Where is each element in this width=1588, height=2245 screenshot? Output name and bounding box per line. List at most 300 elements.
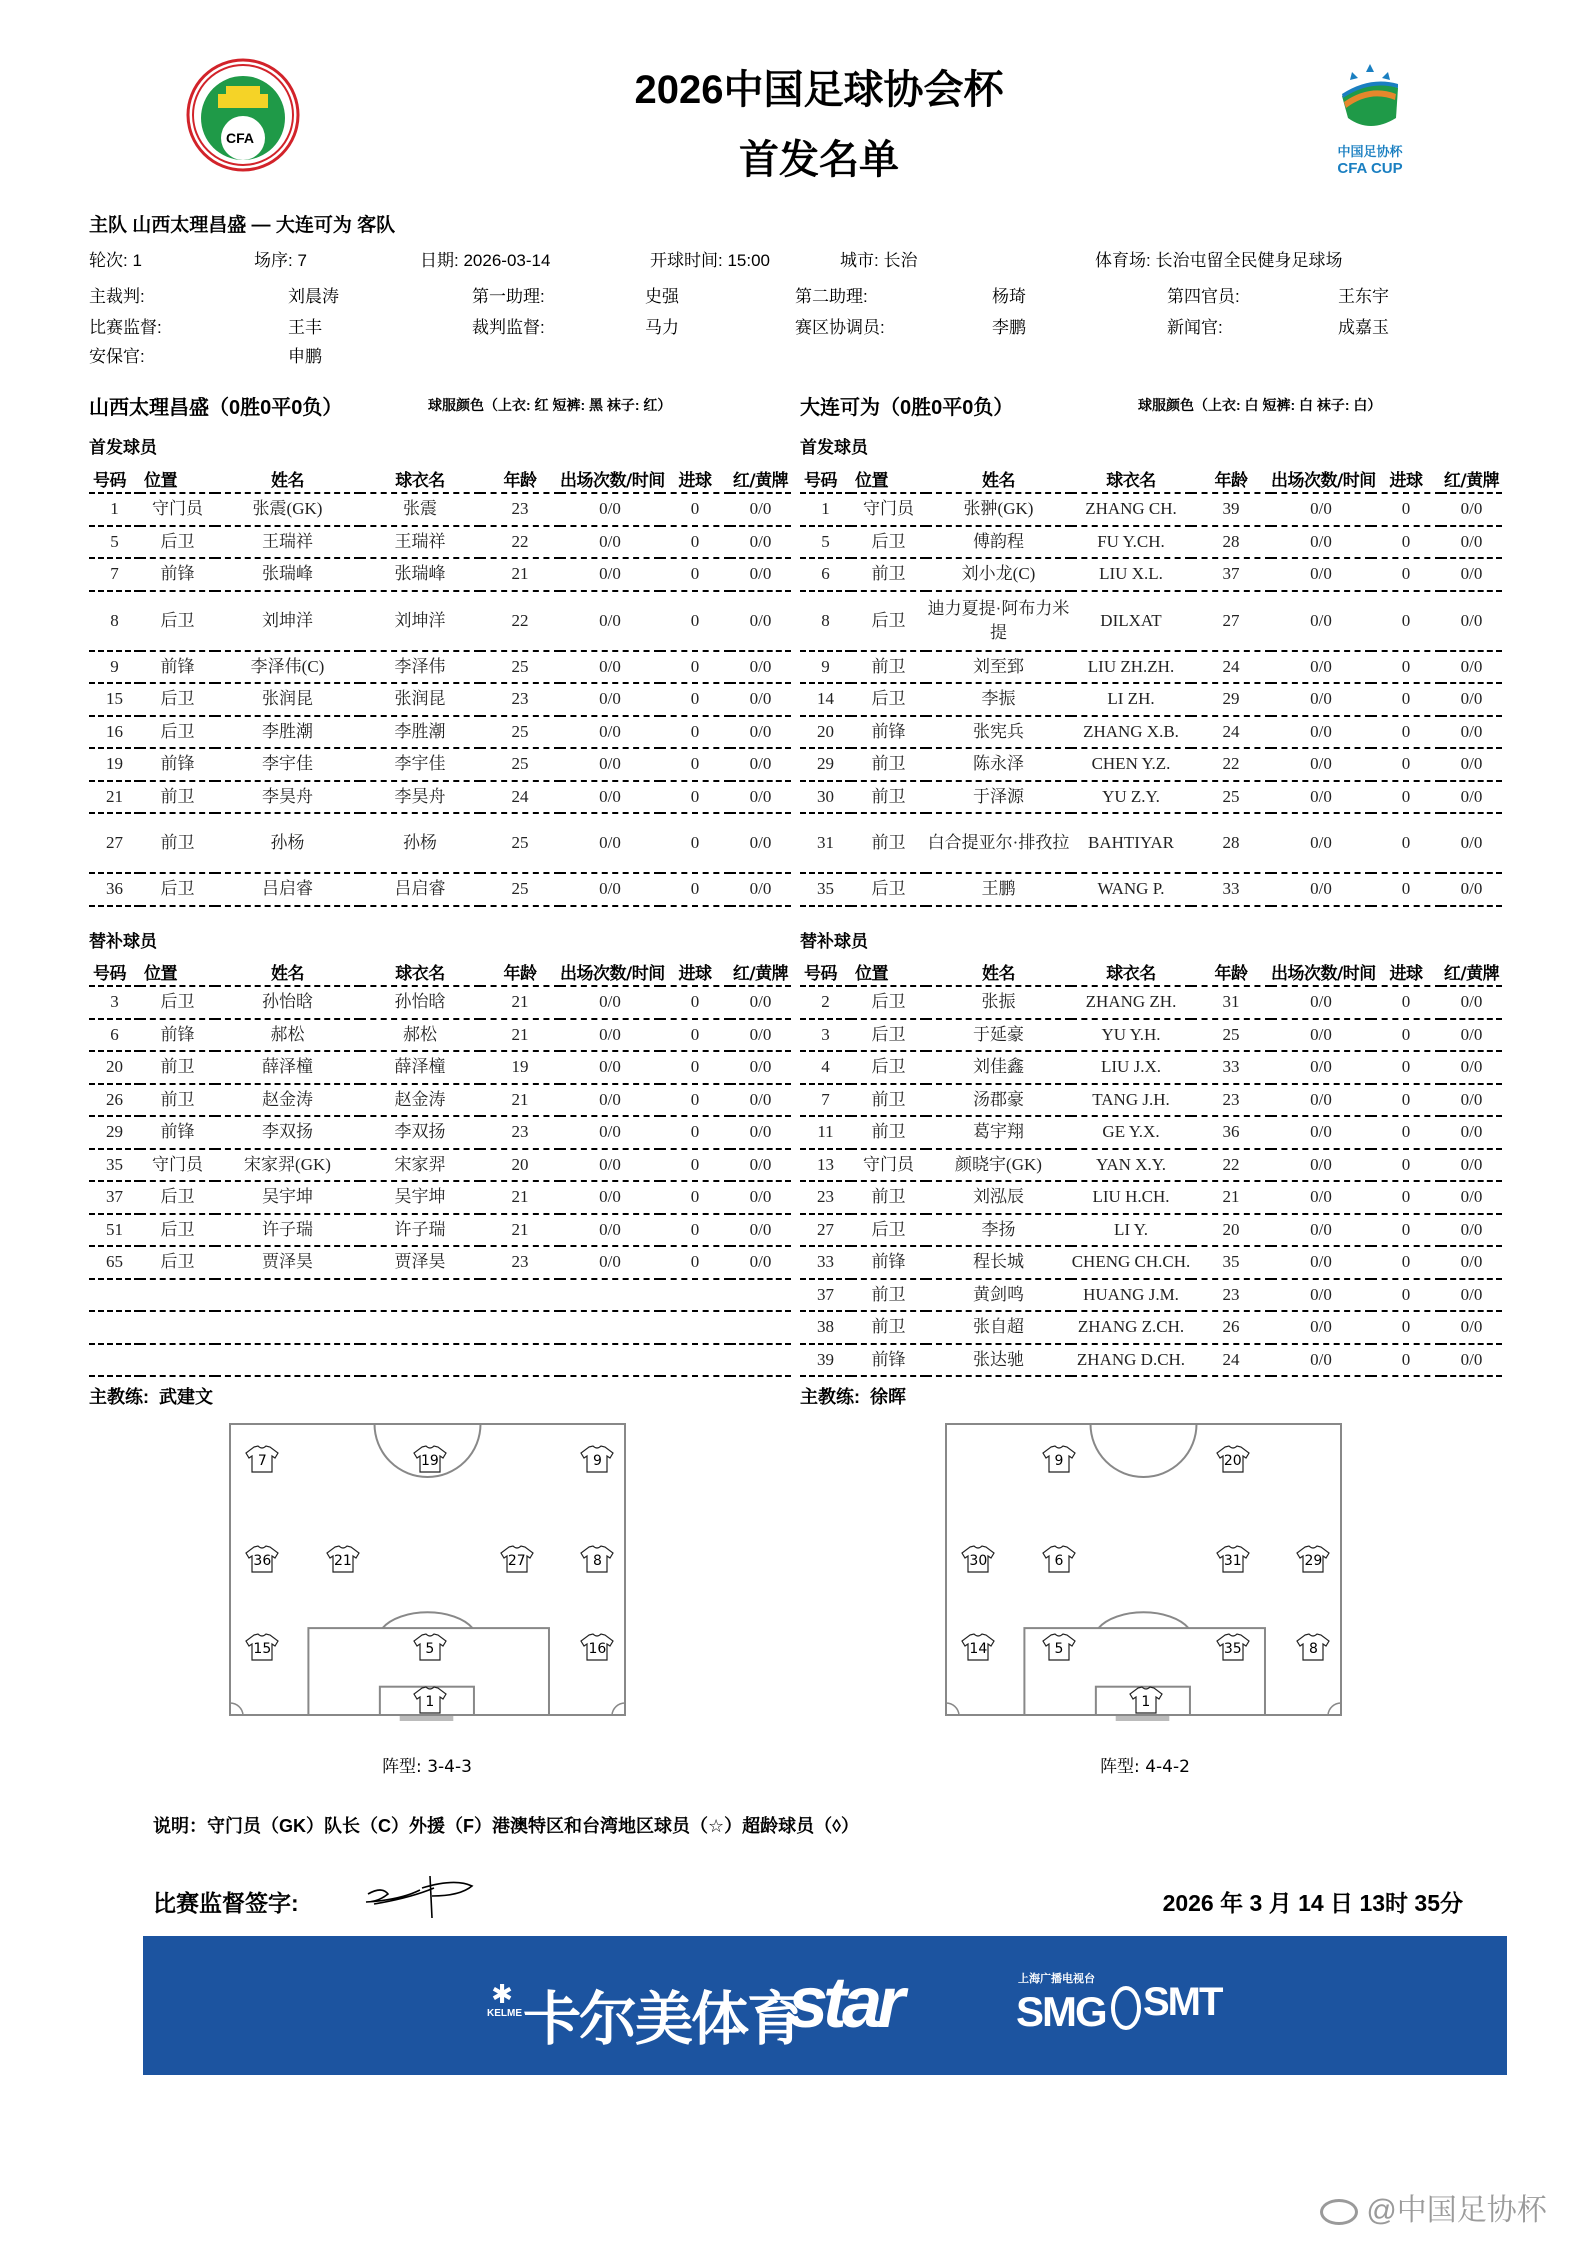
cell-appearances: 0/0 bbox=[560, 526, 660, 559]
cell-number: 7 bbox=[800, 1084, 851, 1117]
empty-cell bbox=[660, 1279, 730, 1312]
info-value: 2026-03-14 bbox=[463, 251, 551, 270]
cell-appearances: 0/0 bbox=[1271, 1214, 1371, 1247]
empty-cell bbox=[140, 1344, 215, 1377]
cell-shirt-name: BAHTIYAR bbox=[1071, 813, 1191, 873]
cell-appearances: 0/0 bbox=[1271, 1149, 1371, 1182]
empty-cell bbox=[215, 1311, 360, 1344]
match-info-item bbox=[840, 246, 917, 271]
legend-note: 说明：守门员（GK）队长（C）外援（F）港澳特区和台湾地区球员（☆）超龄球员（◊） bbox=[153, 1816, 860, 1836]
cell-name: 刘泓辰 bbox=[926, 1181, 1071, 1214]
jersey-number: 6 bbox=[1054, 1552, 1064, 1569]
cell-number: 27 bbox=[800, 1214, 851, 1247]
kelme-cn: 卡尔美体育 bbox=[523, 1987, 804, 2052]
cell-goals: 0 bbox=[1371, 813, 1441, 873]
cell-goals: 0 bbox=[660, 986, 730, 1019]
cell-cards: 0/0 bbox=[1441, 986, 1502, 1019]
cell-position: 前卫 bbox=[851, 1116, 926, 1149]
cell-cards: 0/0 bbox=[1441, 1279, 1502, 1312]
player-row bbox=[800, 1344, 1502, 1377]
cell-number: 35 bbox=[89, 1149, 140, 1182]
cell-appearances: 0/0 bbox=[560, 781, 660, 814]
cell-cards: 0/0 bbox=[730, 651, 791, 684]
column-header-shirt-name: 球衣名 bbox=[360, 958, 480, 986]
official-name: 马力 bbox=[645, 318, 679, 337]
cell-name: 刘至郅 bbox=[926, 651, 1071, 684]
player-jersey-icon bbox=[580, 1633, 614, 1661]
player-jersey-icon bbox=[1296, 1545, 1330, 1573]
empty-cell bbox=[215, 1344, 360, 1377]
column-header-name: 姓名 bbox=[215, 465, 360, 493]
cell-cards: 0/0 bbox=[730, 1019, 791, 1052]
home-subs-heading: 替补球员 bbox=[89, 932, 157, 951]
cell-appearances: 0/0 bbox=[560, 1084, 660, 1117]
cell-age: 25 bbox=[480, 873, 560, 906]
away-formation-label: 阵型: 4-4-2 bbox=[1100, 1757, 1190, 1777]
cell-position: 守门员 bbox=[851, 1149, 926, 1182]
cell-age: 23 bbox=[480, 1116, 560, 1149]
cell-cards: 0/0 bbox=[1441, 813, 1502, 873]
cell-number: 8 bbox=[800, 591, 851, 651]
cell-age: 23 bbox=[1191, 1084, 1271, 1117]
cell-cards: 0/0 bbox=[1441, 1116, 1502, 1149]
cell-goals: 0 bbox=[1371, 558, 1441, 591]
cell-appearances: 0/0 bbox=[1271, 813, 1371, 873]
cell-cards: 0/0 bbox=[1441, 1214, 1502, 1247]
cell-goals: 0 bbox=[660, 716, 730, 749]
player-jersey-icon bbox=[1129, 1686, 1163, 1714]
cell-goals: 0 bbox=[1371, 1116, 1441, 1149]
cell-goals: 0 bbox=[1371, 1246, 1441, 1279]
cell-cards: 0/0 bbox=[1441, 1246, 1502, 1279]
cell-number: 1 bbox=[89, 493, 140, 526]
cell-cards: 0/0 bbox=[730, 986, 791, 1019]
cell-appearances: 0/0 bbox=[1271, 1116, 1371, 1149]
cell-number: 39 bbox=[800, 1344, 851, 1377]
cell-shirt-name: 吕启睿 bbox=[360, 873, 480, 906]
cell-shirt-name: 李泽伟 bbox=[360, 651, 480, 684]
cell-number: 3 bbox=[89, 986, 140, 1019]
cell-cards: 0/0 bbox=[1441, 526, 1502, 559]
cell-position: 后卫 bbox=[851, 1019, 926, 1052]
player-jersey-icon bbox=[245, 1545, 279, 1573]
cell-name: 颜晓宇(GK) bbox=[926, 1149, 1071, 1182]
official-name: 申鹏 bbox=[288, 347, 322, 366]
column-header-cards: 红/黄牌 bbox=[1441, 958, 1502, 986]
cell-goals: 0 bbox=[1371, 1279, 1441, 1312]
cell-name: 宋家羿(GK) bbox=[215, 1149, 360, 1182]
cell-number: 51 bbox=[89, 1214, 140, 1247]
empty-cell bbox=[480, 1311, 560, 1344]
cfa-badge-text: CFA bbox=[226, 130, 254, 146]
cell-shirt-name: 许子瑞 bbox=[360, 1214, 480, 1247]
home-team-record: 山西太理昌盛（0胜0平0负） bbox=[89, 397, 343, 419]
column-header-appearances: 出场次数/时间 bbox=[1271, 958, 1371, 986]
info-value: 15:00 bbox=[727, 251, 771, 270]
cell-position: 前锋 bbox=[140, 1019, 215, 1052]
cell-appearances: 0/0 bbox=[560, 748, 660, 781]
cell-age: 21 bbox=[480, 1019, 560, 1052]
cell-cards: 0/0 bbox=[730, 683, 791, 716]
cell-name: 白合提亚尔·排孜拉 bbox=[926, 813, 1071, 873]
cell-shirt-name: FU Y.CH. bbox=[1071, 526, 1191, 559]
cell-cards: 0/0 bbox=[1441, 748, 1502, 781]
empty-cell bbox=[730, 1344, 791, 1377]
cell-appearances: 0/0 bbox=[1271, 781, 1371, 814]
cell-position: 后卫 bbox=[851, 986, 926, 1019]
player-jersey-icon bbox=[500, 1545, 534, 1573]
cell-goals: 0 bbox=[660, 1051, 730, 1084]
cell-goals: 0 bbox=[1371, 1084, 1441, 1117]
cell-cards: 0/0 bbox=[730, 748, 791, 781]
player-jersey-icon bbox=[326, 1545, 360, 1573]
cell-shirt-name: 吴宇坤 bbox=[360, 1181, 480, 1214]
cell-appearances: 0/0 bbox=[1271, 716, 1371, 749]
player-row bbox=[89, 1214, 791, 1247]
cell-goals: 0 bbox=[1371, 748, 1441, 781]
official-name: 刘晨涛 bbox=[288, 287, 339, 306]
info-value: 1 bbox=[132, 251, 142, 270]
cell-appearances: 0/0 bbox=[1271, 1279, 1371, 1312]
player-row bbox=[89, 1051, 791, 1084]
jersey-number: 27 bbox=[507, 1552, 526, 1569]
player-row bbox=[800, 1214, 1502, 1247]
player-jersey-icon bbox=[961, 1545, 995, 1573]
player-row bbox=[800, 1311, 1502, 1344]
column-header-position: 位置 bbox=[851, 465, 926, 493]
cell-age: 25 bbox=[480, 748, 560, 781]
cell-appearances: 0/0 bbox=[560, 591, 660, 651]
cell-position: 前卫 bbox=[140, 1084, 215, 1117]
column-header-cards: 红/黄牌 bbox=[730, 465, 791, 493]
cell-appearances: 0/0 bbox=[560, 813, 660, 873]
empty-row bbox=[89, 1344, 791, 1377]
cell-position: 前锋 bbox=[851, 1246, 926, 1279]
cell-number: 29 bbox=[89, 1116, 140, 1149]
player-jersey-icon bbox=[1216, 1445, 1250, 1473]
cell-goals: 0 bbox=[1371, 1051, 1441, 1084]
cell-name: 张自超 bbox=[926, 1311, 1071, 1344]
player-row bbox=[89, 1149, 791, 1182]
player-row bbox=[800, 873, 1502, 906]
cell-age: 25 bbox=[1191, 1019, 1271, 1052]
player-row bbox=[89, 1116, 791, 1149]
cell-name: 傅韵程 bbox=[926, 526, 1071, 559]
cell-name: 孙怡晗 bbox=[215, 986, 360, 1019]
cell-goals: 0 bbox=[660, 591, 730, 651]
cell-age: 21 bbox=[480, 1181, 560, 1214]
cell-position: 后卫 bbox=[140, 1246, 215, 1279]
cell-shirt-name: 宋家羿 bbox=[360, 1149, 480, 1182]
cell-name: 王瑞祥 bbox=[215, 526, 360, 559]
cell-shirt-name: YU Y.H. bbox=[1071, 1019, 1191, 1052]
player-row bbox=[800, 716, 1502, 749]
cell-name: 李扬 bbox=[926, 1214, 1071, 1247]
cell-name: 张瑞峰 bbox=[215, 558, 360, 591]
cell-number: 31 bbox=[800, 813, 851, 873]
column-header-position: 位置 bbox=[140, 958, 215, 986]
cell-shirt-name: CHENG CH.CH. bbox=[1071, 1246, 1191, 1279]
match-info-item bbox=[89, 246, 142, 271]
player-row bbox=[89, 873, 791, 906]
signed-datetime: 2026 年 3 月 14 日 13时 35分 bbox=[1162, 1890, 1463, 1916]
cell-age: 39 bbox=[1191, 493, 1271, 526]
cell-name: 李宇佳 bbox=[215, 748, 360, 781]
match-title: 主队 山西太理昌盛 — 大连可为 客队 bbox=[89, 215, 396, 236]
cell-appearances: 0/0 bbox=[1271, 1344, 1371, 1377]
cfa-cup-logo bbox=[1330, 58, 1410, 178]
cell-cards: 0/0 bbox=[730, 1214, 791, 1247]
player-row bbox=[800, 493, 1502, 526]
column-header-position: 位置 bbox=[140, 465, 215, 493]
cell-position: 前锋 bbox=[140, 651, 215, 684]
player-row bbox=[800, 558, 1502, 591]
cell-age: 28 bbox=[1191, 526, 1271, 559]
pitch-lines bbox=[945, 1423, 1342, 1716]
cell-appearances: 0/0 bbox=[560, 1019, 660, 1052]
cell-goals: 0 bbox=[660, 493, 730, 526]
cell-appearances: 0/0 bbox=[560, 558, 660, 591]
cell-number: 15 bbox=[89, 683, 140, 716]
cell-shirt-name: LIU H.CH. bbox=[1071, 1181, 1191, 1214]
cell-name: 吕启睿 bbox=[215, 873, 360, 906]
cell-position: 前锋 bbox=[140, 558, 215, 591]
cell-number: 11 bbox=[800, 1116, 851, 1149]
cell-position: 后卫 bbox=[140, 526, 215, 559]
cell-age: 21 bbox=[480, 986, 560, 1019]
empty-cell bbox=[730, 1311, 791, 1344]
cell-name: 张达驰 bbox=[926, 1344, 1071, 1377]
smt-logo: SMT bbox=[1143, 1980, 1222, 2024]
column-header-age: 年龄 bbox=[1191, 465, 1271, 493]
cell-name: 李昊舟 bbox=[215, 781, 360, 814]
cell-cards: 0/0 bbox=[1441, 1084, 1502, 1117]
cell-age: 25 bbox=[480, 716, 560, 749]
cell-appearances: 0/0 bbox=[1271, 651, 1371, 684]
cell-position: 后卫 bbox=[851, 526, 926, 559]
cell-age: 33 bbox=[1191, 1051, 1271, 1084]
cell-name: 张震(GK) bbox=[215, 493, 360, 526]
away-starters-heading: 首发球员 bbox=[800, 438, 868, 457]
cell-number: 38 bbox=[800, 1311, 851, 1344]
cell-goals: 0 bbox=[1371, 1019, 1441, 1052]
cell-goals: 0 bbox=[1371, 526, 1441, 559]
home-formation-pitch bbox=[229, 1423, 626, 1716]
player-jersey-icon bbox=[1216, 1633, 1250, 1661]
cell-cards: 0/0 bbox=[1441, 1149, 1502, 1182]
cell-shirt-name: 张润昆 bbox=[360, 683, 480, 716]
column-header-age: 年龄 bbox=[480, 465, 560, 493]
column-header-position: 位置 bbox=[851, 958, 926, 986]
column-header-age: 年龄 bbox=[1191, 958, 1271, 986]
cup-logo-en: CFA CUP bbox=[1337, 160, 1403, 177]
cell-goals: 0 bbox=[1371, 1311, 1441, 1344]
cell-goals: 0 bbox=[660, 1116, 730, 1149]
cell-position: 后卫 bbox=[851, 1214, 926, 1247]
cell-goals: 0 bbox=[1371, 493, 1441, 526]
cell-shirt-name: LI ZH. bbox=[1071, 683, 1191, 716]
empty-cell bbox=[560, 1279, 660, 1312]
cell-cards: 0/0 bbox=[1441, 558, 1502, 591]
cell-shirt-name: DILXAT bbox=[1071, 591, 1191, 651]
column-header-number: 号码 bbox=[800, 958, 851, 986]
empty-cell bbox=[660, 1344, 730, 1377]
cell-shirt-name: LIU J.X. bbox=[1071, 1051, 1191, 1084]
cell-name: 汤郡豪 bbox=[926, 1084, 1071, 1117]
cell-shirt-name: ZHANG Z.CH. bbox=[1071, 1311, 1191, 1344]
cell-position: 前卫 bbox=[851, 651, 926, 684]
cell-position: 前锋 bbox=[140, 1116, 215, 1149]
cell-position: 前锋 bbox=[851, 716, 926, 749]
cell-name: 郝松 bbox=[215, 1019, 360, 1052]
cell-shirt-name: HUANG J.M. bbox=[1071, 1279, 1191, 1312]
cell-number: 27 bbox=[89, 813, 140, 873]
official-name: 成嘉玉 bbox=[1338, 318, 1389, 337]
cell-shirt-name: 刘坤洋 bbox=[360, 591, 480, 651]
cell-shirt-name: 郝松 bbox=[360, 1019, 480, 1052]
player-row bbox=[800, 526, 1502, 559]
watermark-text: @中国足协杯 bbox=[1366, 2194, 1547, 2227]
column-header-shirt-name: 球衣名 bbox=[360, 465, 480, 493]
away-starters-table bbox=[800, 465, 1502, 907]
cell-appearances: 0/0 bbox=[560, 683, 660, 716]
player-row bbox=[800, 651, 1502, 684]
empty-cell bbox=[140, 1311, 215, 1344]
table-header-row bbox=[89, 958, 791, 986]
cell-goals: 0 bbox=[1371, 716, 1441, 749]
jersey-number: 5 bbox=[425, 1641, 435, 1658]
info-label: 体育场: bbox=[1095, 251, 1151, 270]
player-row bbox=[800, 986, 1502, 1019]
sponsor-banner bbox=[143, 1936, 1507, 2075]
jersey-number: 29 bbox=[1304, 1552, 1323, 1569]
official-label: 裁判监督: bbox=[472, 318, 545, 337]
cell-number: 13 bbox=[800, 1149, 851, 1182]
player-row bbox=[89, 1019, 791, 1052]
official-label: 主裁判: bbox=[89, 287, 145, 306]
cell-number: 5 bbox=[800, 526, 851, 559]
cell-position: 前卫 bbox=[851, 1181, 926, 1214]
player-jersey-icon bbox=[580, 1545, 614, 1573]
player-row bbox=[89, 813, 791, 873]
official-label: 第一助理: bbox=[472, 287, 545, 306]
cell-appearances: 0/0 bbox=[1271, 558, 1371, 591]
cell-shirt-name: 王瑞祥 bbox=[360, 526, 480, 559]
official-name: 杨琦 bbox=[992, 287, 1026, 306]
match-info-item bbox=[254, 246, 307, 271]
cell-cards: 0/0 bbox=[730, 813, 791, 873]
empty-cell bbox=[480, 1344, 560, 1377]
table-header-row bbox=[89, 465, 791, 493]
cell-position: 后卫 bbox=[140, 683, 215, 716]
cell-position: 守门员 bbox=[140, 1149, 215, 1182]
away-coach bbox=[800, 1383, 906, 1409]
cell-number: 35 bbox=[800, 873, 851, 906]
cell-appearances: 0/0 bbox=[1271, 493, 1371, 526]
table-header-row bbox=[800, 465, 1502, 493]
cell-goals: 0 bbox=[660, 651, 730, 684]
player-row bbox=[800, 1149, 1502, 1182]
cell-cards: 0/0 bbox=[1441, 1311, 1502, 1344]
column-header-name: 姓名 bbox=[926, 465, 1071, 493]
player-row bbox=[800, 1246, 1502, 1279]
cell-shirt-name: ZHANG CH. bbox=[1071, 493, 1191, 526]
cell-name: 李振 bbox=[926, 683, 1071, 716]
cell-goals: 0 bbox=[660, 683, 730, 716]
info-value: 7 bbox=[297, 251, 307, 270]
smt-icon bbox=[1111, 1986, 1141, 2030]
star-logo: star bbox=[788, 1963, 901, 2043]
cell-name: 刘坤洋 bbox=[215, 591, 360, 651]
jersey-number: 19 bbox=[420, 1453, 439, 1470]
official-label: 比赛监督: bbox=[89, 318, 162, 337]
player-row bbox=[89, 591, 791, 651]
empty-cell bbox=[215, 1279, 360, 1312]
cell-cards: 0/0 bbox=[730, 591, 791, 651]
cell-age: 23 bbox=[480, 683, 560, 716]
cell-age: 29 bbox=[1191, 683, 1271, 716]
cell-cards: 0/0 bbox=[1441, 1344, 1502, 1377]
official-name: 李鹏 bbox=[992, 318, 1026, 337]
jersey-number: 9 bbox=[592, 1453, 602, 1470]
cell-appearances: 0/0 bbox=[1271, 683, 1371, 716]
player-row bbox=[89, 1181, 791, 1214]
cell-appearances: 0/0 bbox=[560, 1051, 660, 1084]
cell-number: 36 bbox=[89, 873, 140, 906]
player-jersey-icon bbox=[1042, 1445, 1076, 1473]
player-row bbox=[800, 813, 1502, 873]
cell-goals: 0 bbox=[1371, 683, 1441, 716]
info-label: 城市: bbox=[840, 251, 879, 270]
cell-age: 22 bbox=[1191, 748, 1271, 781]
cell-goals: 0 bbox=[660, 1214, 730, 1247]
cell-number: 26 bbox=[89, 1084, 140, 1117]
cell-age: 25 bbox=[480, 813, 560, 873]
jersey-number: 9 bbox=[1054, 1453, 1064, 1470]
cell-number: 6 bbox=[800, 558, 851, 591]
column-header-name: 姓名 bbox=[926, 958, 1071, 986]
player-row bbox=[800, 591, 1502, 651]
cell-cards: 0/0 bbox=[730, 873, 791, 906]
away-subs-heading: 替补球员 bbox=[800, 932, 868, 951]
column-header-shirt-name: 球衣名 bbox=[1071, 465, 1191, 493]
home-coach-label: 主教练: bbox=[89, 1387, 149, 1407]
cell-number: 2 bbox=[800, 986, 851, 1019]
cell-appearances: 0/0 bbox=[560, 1214, 660, 1247]
cell-age: 25 bbox=[1191, 781, 1271, 814]
cell-position: 后卫 bbox=[851, 873, 926, 906]
cell-shirt-name: 李昊舟 bbox=[360, 781, 480, 814]
cell-cards: 0/0 bbox=[1441, 716, 1502, 749]
cell-position: 后卫 bbox=[140, 1181, 215, 1214]
signature-label: 比赛监督签字: bbox=[153, 1890, 299, 1916]
player-row bbox=[800, 1279, 1502, 1312]
player-row bbox=[89, 716, 791, 749]
cell-cards: 0/0 bbox=[1441, 873, 1502, 906]
cell-name: 吴宇坤 bbox=[215, 1181, 360, 1214]
cell-age: 23 bbox=[480, 493, 560, 526]
jersey-number: 8 bbox=[1308, 1641, 1318, 1658]
cell-number: 14 bbox=[800, 683, 851, 716]
player-jersey-icon bbox=[580, 1445, 614, 1473]
cell-name: 李胜潮 bbox=[215, 716, 360, 749]
jersey-number: 36 bbox=[253, 1552, 272, 1569]
away-subs-table bbox=[800, 958, 1502, 1377]
cell-shirt-name: LI Y. bbox=[1071, 1214, 1191, 1247]
official-label: 赛区协调员: bbox=[795, 318, 885, 337]
cell-name: 张翀(GK) bbox=[926, 493, 1071, 526]
cell-cards: 0/0 bbox=[730, 526, 791, 559]
